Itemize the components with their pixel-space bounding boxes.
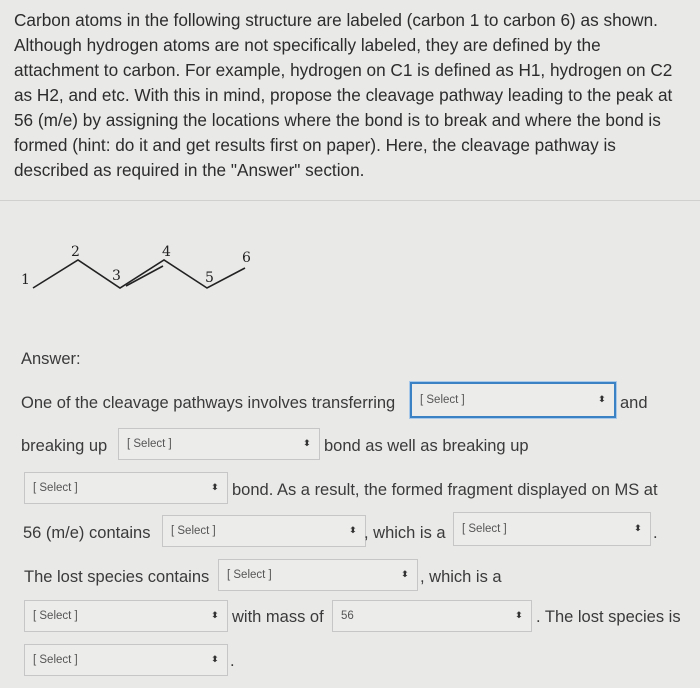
- double-bond-line: [126, 266, 163, 286]
- carbon-label-3: 3: [112, 268, 121, 284]
- lost-species-type-select[interactable]: [24, 600, 228, 632]
- answer-text: with mass of: [232, 608, 324, 626]
- answer-text: One of the cleavage pathways involves transferring: [21, 394, 396, 412]
- question-text: [14, 8, 690, 183]
- question-line: Although hydrogen atoms are not specifically labeled, they are defined by the: [14, 35, 601, 55]
- answer-text: . The lost species is: [536, 608, 681, 626]
- carbon-label-2: 2: [71, 244, 80, 260]
- chevron-updown-icon: ⬍: [210, 482, 219, 493]
- fragment-type-select[interactable]: [453, 512, 651, 546]
- question-line: 56 (m/e) by assigning the locations where the bond is to break and where the bond is: [14, 110, 661, 130]
- question-line: as H2, and etc. With this in mind, propose the cleavage pathway leading to the peak at: [14, 85, 673, 105]
- answer-text: The lost species contains: [24, 568, 210, 586]
- select-placeholder: [ Select ]: [227, 569, 272, 581]
- select-placeholder: [ Select ]: [33, 654, 78, 666]
- lost-species-contains-select[interactable]: [218, 559, 418, 591]
- chevron-updown-icon: ⬍: [633, 523, 642, 534]
- answer-text: 56 (m/e) contains: [23, 524, 151, 542]
- lost-species-identity-select[interactable]: [24, 644, 228, 676]
- answer-text: bond. As a result, the formed fragment displayed on MS at: [232, 481, 658, 499]
- answer-text: and: [620, 394, 648, 412]
- select-placeholder: [ Select ]: [171, 525, 216, 537]
- answer-text: .: [230, 652, 235, 670]
- answer-heading: Answer:: [21, 350, 81, 368]
- second-bond-break-select[interactable]: [24, 472, 228, 504]
- chevron-updown-icon: ⬍: [302, 438, 311, 449]
- chevron-updown-icon: ⬍: [210, 654, 219, 665]
- hexene-structure-diagram: [0, 236, 300, 306]
- select-placeholder: [ Select ]: [33, 610, 78, 622]
- selected-mass-value: 56: [341, 610, 354, 622]
- question-line: Carbon atoms in the following structure are labeled (carbon 1 to carbon 6) as shown.: [14, 10, 658, 30]
- carbon-label-5: 5: [205, 270, 214, 286]
- chevron-updown-icon: ⬍: [348, 525, 357, 536]
- question-line: described as required in the "Answer" section.: [14, 160, 365, 180]
- answer-text: breaking up: [21, 437, 108, 455]
- answer-text: , which is a: [420, 568, 502, 586]
- question-line: attachment to carbon. For example, hydrogen on C1 is defined as H1, hydrogen on C2: [14, 60, 673, 80]
- select-placeholder: [ Select ]: [127, 438, 172, 450]
- mass-select[interactable]: [332, 600, 532, 632]
- carbon-label-6: 6: [242, 250, 251, 266]
- carbon-label-1: 1: [21, 272, 30, 288]
- transfer-hydrogen-select[interactable]: [410, 382, 616, 418]
- chevron-updown-icon: ⬍: [400, 569, 409, 580]
- chevron-updown-icon: ⬍: [514, 610, 523, 621]
- answer-text: bond as well as breaking up: [324, 437, 529, 455]
- fragment-contains-select[interactable]: [162, 515, 366, 547]
- answer-text: , which is a: [364, 524, 446, 542]
- first-bond-break-select[interactable]: [118, 428, 320, 460]
- divider: [0, 200, 700, 201]
- select-placeholder: [ Select ]: [462, 523, 507, 535]
- chevron-updown-icon: ⬍: [597, 394, 606, 405]
- select-placeholder: [ Select ]: [420, 394, 465, 406]
- chevron-updown-icon: ⬍: [210, 610, 219, 621]
- answer-text: .: [653, 524, 658, 542]
- carbon-label-4: 4: [162, 244, 171, 260]
- question-line: formed (hint: do it and get results first on paper). Here, the cleavage pathway is: [14, 135, 616, 155]
- select-placeholder: [ Select ]: [33, 482, 78, 494]
